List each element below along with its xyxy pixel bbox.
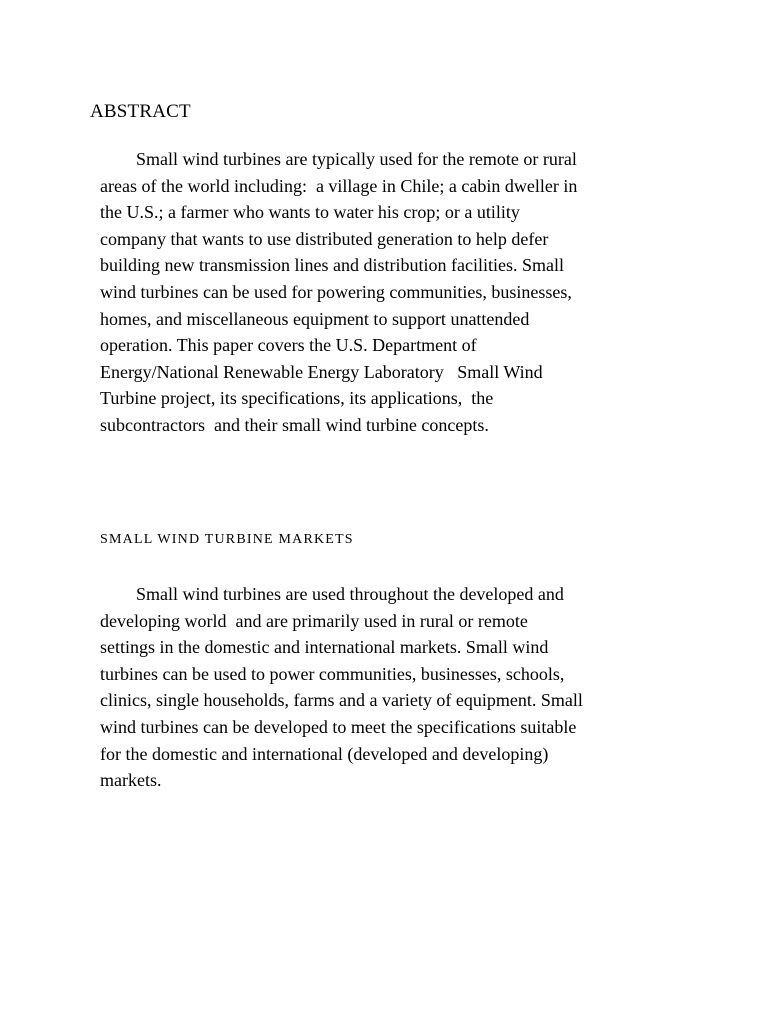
paragraph-line: homes, and miscellaneous equipment to support unattended xyxy=(100,308,530,329)
paragraph-line: the U.S.; a farmer who wants to water his crop; or a utility xyxy=(100,202,520,223)
paragraph-line: wind turbines can be used for powering communities, businesses, xyxy=(100,281,572,302)
paragraph-line: settings in the domestic and international markets. Small wind xyxy=(100,637,549,658)
abstract-paragraph xyxy=(100,146,577,439)
paragraph-line: subcontractors and their small wind turbine concepts. xyxy=(100,414,489,435)
paragraph-line: markets. xyxy=(100,770,162,791)
abstract-heading: ABSTRACT xyxy=(90,101,191,122)
markets-heading: SMALL WIND TURBINE MARKETS xyxy=(100,532,354,547)
paragraph-line: clinics, single households, farms and a variety of equipment. Small xyxy=(100,690,583,711)
markets-paragraph xyxy=(100,581,583,794)
paragraph-line: wind turbines can be developed to meet the specifications suitable xyxy=(100,716,577,737)
paragraph-line: turbines can be used to power communities, businesses, schools, xyxy=(100,663,565,684)
paragraph-line: Turbine project, its specifications, its applications, the xyxy=(100,388,494,409)
paragraph-line: Energy/National Renewable Energy Laboratory Small Wind xyxy=(100,361,543,382)
paragraph-line: Small wind turbines are typically used for the remote or rural xyxy=(136,149,577,169)
paragraph-line: building new transmission lines and distribution facilities. Small xyxy=(100,255,564,276)
paragraph-line: developing world and are primarily used in rural or remote xyxy=(100,610,528,631)
paragraph-line: for the domestic and international (developed and developing) xyxy=(100,743,549,764)
paragraph-line: company that wants to use distributed generation to help defer xyxy=(100,228,549,249)
paragraph-line: operation. This paper covers the U.S. Department of xyxy=(100,335,477,356)
paragraph-line: areas of the world including: a village in Chile; a cabin dweller in xyxy=(100,175,578,196)
paragraph-line: Small wind turbines are used throughout the developed and xyxy=(136,584,564,604)
